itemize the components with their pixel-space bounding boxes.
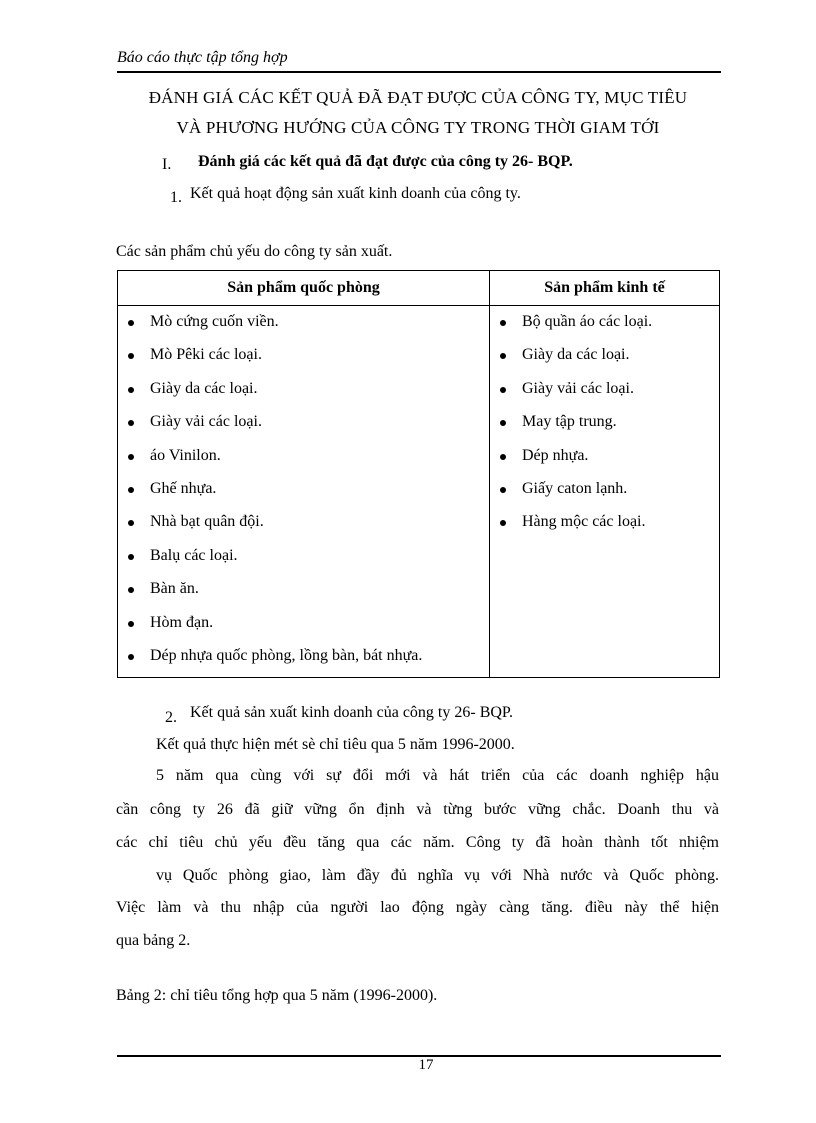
- defense-products-cell: [118, 306, 490, 678]
- list-item: Hòm đạn.: [118, 611, 489, 644]
- paragraph-1-line-3: các chỉ tiêu chủ yếu đều tăng qua các năm. Công ty đã hoàn thành tốt nhiệm: [116, 834, 719, 851]
- subsection-1-number: 1.: [170, 189, 182, 206]
- list-item: Giày vải các loại.: [118, 410, 489, 443]
- list-item: Hàng mộc các loại.: [490, 510, 719, 543]
- subsection-2-number: 2.: [165, 709, 177, 726]
- economic-products-cell: [490, 306, 720, 678]
- header-economic-products: Sản phẩm kinh tế: [490, 271, 720, 306]
- list-item: Giày da các loại.: [490, 343, 719, 376]
- chapter-title-line-1: ĐÁNH GIÁ CÁC KẾT QUẢ ĐÃ ĐẠT ĐƯỢC CỦA CÔNG TY, MỤC TIÊU: [148, 88, 688, 107]
- list-item: Dép nhựa quốc phòng, lồng bàn, bát nhựa.: [118, 644, 489, 677]
- list-item: Balụ các loại.: [118, 544, 489, 577]
- list-item: áo Vinilon.: [118, 444, 489, 477]
- table-row: [118, 306, 720, 678]
- list-item: May tập trung.: [490, 410, 719, 443]
- list-item: Giấy caton lạnh.: [490, 477, 719, 510]
- paragraph-2-line-1: vụ Quốc phòng giao, làm đầy đủ nghĩa vụ với Nhà nước và Quốc phòng.: [156, 867, 719, 884]
- header-rule: [117, 71, 721, 73]
- body-line: Kết quả thực hiện mét sè chỉ tiêu qua 5 năm 1996-2000.: [156, 736, 515, 753]
- list-item: Mò Pêki các loại.: [118, 343, 489, 376]
- table-header-row: [118, 271, 720, 306]
- list-item: Bộ quần áo các loại.: [490, 310, 719, 343]
- page-number: 17: [418, 1057, 434, 1073]
- list-item: Ghế nhựa.: [118, 477, 489, 510]
- section-number: I.: [162, 156, 172, 173]
- subsection-1-title: Kết quả hoạt động sản xuất kinh doanh của công ty.: [190, 185, 521, 202]
- section-title: Đánh giá các kết quả đã đạt được của công ty 26- BQP.: [198, 153, 573, 170]
- list-item: Nhà bạt quân đội.: [118, 510, 489, 543]
- list-item: Dép nhựa.: [490, 444, 719, 477]
- products-table-caption: Các sản phẩm chủ yếu do công ty sản xuất.: [116, 243, 393, 260]
- defense-products-list: [118, 306, 489, 677]
- header-defense-products: Sản phẩm quốc phòng: [118, 271, 490, 306]
- paragraph-1-line-1: 5 năm qua cùng với sự đổi mới và hát triển của các doanh nghiệp hậu: [156, 767, 719, 784]
- paragraph-2-line-2: Việc làm và thu nhập của người lao động ngày càng tăng. điều này thể hiện: [116, 899, 719, 916]
- paragraph-2-line-3: qua bảng 2.: [116, 932, 191, 949]
- paragraph-1-line-2: cần công ty 26 đã giữ vững ổn định và từng bước vững chắc. Doanh thu và: [116, 801, 719, 818]
- table-2-caption: Bảng 2: chỉ tiêu tổng hợp qua 5 năm (1996-2000).: [116, 987, 438, 1004]
- products-table: [117, 270, 720, 678]
- chapter-title-line-2: VÀ PHƯƠNG HƯỚNG CỦA CÔNG TY TRONG THỜI GIAM TỚI: [176, 118, 660, 137]
- running-header: Báo cáo thực tập tổng hợp: [117, 49, 288, 66]
- economic-products-list: [490, 306, 719, 544]
- subsection-2-title: Kết quả sản xuất kinh doanh của công ty 26- BQP.: [190, 704, 514, 721]
- list-item: Bàn ăn.: [118, 577, 489, 610]
- list-item: Giày vải các loại.: [490, 377, 719, 410]
- list-item: Giày da các loại.: [118, 377, 489, 410]
- list-item: Mò cứng cuốn viền.: [118, 310, 489, 343]
